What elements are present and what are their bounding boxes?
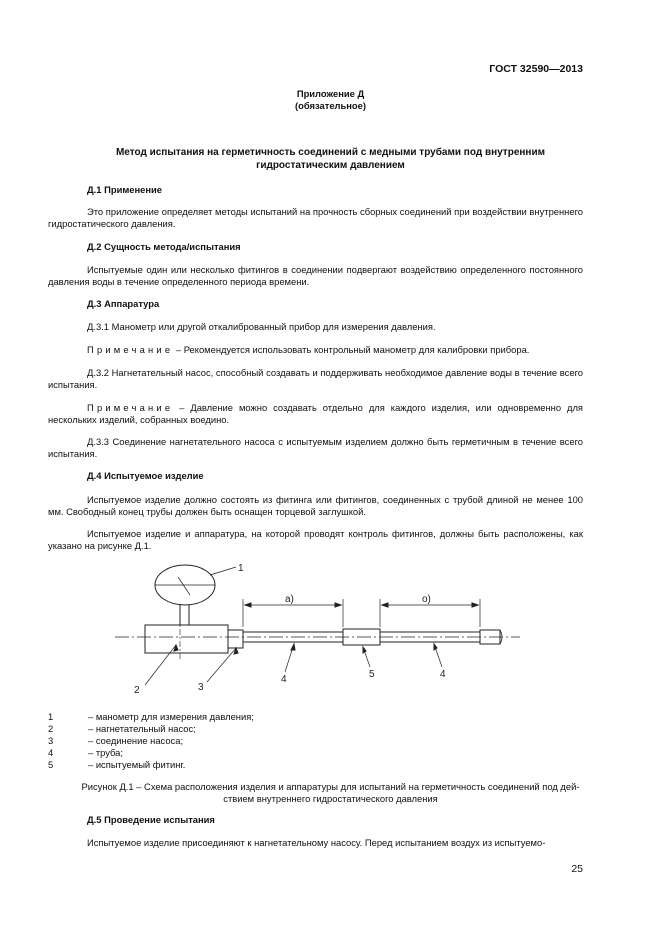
section-d3-p1: Д.3.1 Манометр или другой откалиброванный прибор для измерения давления. xyxy=(87,321,436,332)
fig-label-4a: 4 xyxy=(281,674,287,685)
section-heading-d2: Д.2 Сущность метода/испытания xyxy=(87,241,241,252)
dim-b-arrow-right xyxy=(472,603,478,607)
leader-2 xyxy=(145,645,176,685)
fig-label-4b: 4 xyxy=(440,669,446,680)
note-2-label: Примечание xyxy=(87,402,174,413)
fig-label-1: 1 xyxy=(238,563,244,574)
figure-caption xyxy=(40,781,621,806)
dim-a-arrow-left xyxy=(245,603,251,607)
legend-num: 2 xyxy=(48,723,54,734)
legend-row xyxy=(48,711,254,723)
appendix-heading xyxy=(0,88,661,113)
legend-text: – нагнетательный насос; xyxy=(88,723,196,734)
section-d1-text: Это приложение определяет методы испытаний на прочность сборных соединений при воздействии внутреннего гидростатического давления. xyxy=(48,206,583,230)
legend-num: 4 xyxy=(48,747,54,758)
legend-text: – испытуемый фитинг. xyxy=(88,759,186,770)
leader-4b-arrow xyxy=(434,644,437,650)
legend-text: – соединение насоса; xyxy=(88,735,184,746)
leader-1 xyxy=(210,567,236,575)
caption-line1: Рисунок Д.1 – Схема расположения изделия и аппаратуры для испытаний на герметичность соединений под дей- xyxy=(81,781,580,792)
pump-connection xyxy=(228,630,243,648)
legend-num: 5 xyxy=(48,759,54,770)
appendix-title: Приложение Д xyxy=(296,88,365,99)
section-d4-p1: Испытуемое изделие должно состоять из фитинга или фитингов, соединенных с трубой длиной не менее 100 мм. Свободный конец трубы должен быть оснащен торцевой заглушкой. xyxy=(48,494,583,518)
doc-title-line1: Метод испытания на герметичность соединений с медными трубами под внутренним xyxy=(115,147,546,158)
manometer-needle xyxy=(178,577,190,595)
doc-title xyxy=(0,146,661,172)
section-heading-d3: Д.3 Аппаратура xyxy=(87,298,160,309)
legend-row xyxy=(48,759,185,771)
fig-dim-b: o) xyxy=(422,594,431,605)
pump-body xyxy=(145,625,228,653)
figure-d1-diagram xyxy=(0,555,661,705)
legend-row xyxy=(48,747,123,759)
leader-5-arrow xyxy=(363,647,366,653)
note-2 xyxy=(48,402,583,427)
caption-line2: ствием внутреннего гидростатического давления xyxy=(223,793,438,805)
legend-text: – труба; xyxy=(88,747,123,758)
leader-3-arrow xyxy=(234,648,238,654)
note-2-text: – Давление можно создавать отдельно для каждого изделия, или одновременно для нескольких изделий, собранных воедино. xyxy=(48,402,583,426)
section-d2-text: Испытуемые один или несколько фитингов в соединении подвергают воздействию определенного постоянного давления воды в течение определенного периода времени. xyxy=(48,264,583,288)
section-d3-p3: Д.3.3 Соединение нагнетательного насоса с испытуемым изделием должно быть герметичным в течение всего испытания. xyxy=(48,436,583,460)
page-number: 25 xyxy=(571,863,583,875)
legend-num: 3 xyxy=(48,735,54,746)
legend-num: 1 xyxy=(48,711,54,722)
note-1 xyxy=(48,344,583,356)
dim-b-arrow-left xyxy=(382,603,388,607)
note-1-label: Примечание xyxy=(87,344,174,355)
section-d4-p2: Испытуемое изделие и аппаратура, на которой проводят контроль фитингов, должны быть расположены, как указано на рисунке Д.1. xyxy=(48,528,583,552)
legend-row xyxy=(48,723,196,735)
legend-text: – манометр для измерения давления; xyxy=(88,711,254,722)
note-1-text: – Рекомендуется использовать контрольный манометр для калибровки прибора. xyxy=(173,344,530,355)
appendix-status: (обязательное) xyxy=(295,100,366,112)
section-d5-p1: Испытуемое изделие присоединяют к нагнетательному насосу. Перед испытанием воздух из испытуемо- xyxy=(87,837,546,848)
section-heading-d4: Д.4 Испытуемое изделие xyxy=(87,470,204,481)
leader-4a-arrow xyxy=(291,644,295,650)
section-d3-p2: Д.3.2 Нагнетательный насос, способный создавать и поддерживать необходимое давление воды в течение всего испытания. xyxy=(48,367,583,391)
leader-2-arrow xyxy=(174,645,178,651)
standard-number: ГОСТ 32590—2013 xyxy=(489,63,583,75)
dim-a-arrow-right xyxy=(335,603,341,607)
fig-dim-a: a) xyxy=(285,594,294,605)
section-heading-d5: Д.5 Проведение испытания xyxy=(87,814,215,825)
doc-title-line2: гидростатическим давлением xyxy=(256,160,405,171)
fig-label-3: 3 xyxy=(198,682,204,693)
fig-label-5: 5 xyxy=(369,669,375,680)
legend-row xyxy=(48,735,183,747)
fig-label-2: 2 xyxy=(134,685,140,696)
section-heading-d1: Д.1 Применение xyxy=(87,184,162,195)
